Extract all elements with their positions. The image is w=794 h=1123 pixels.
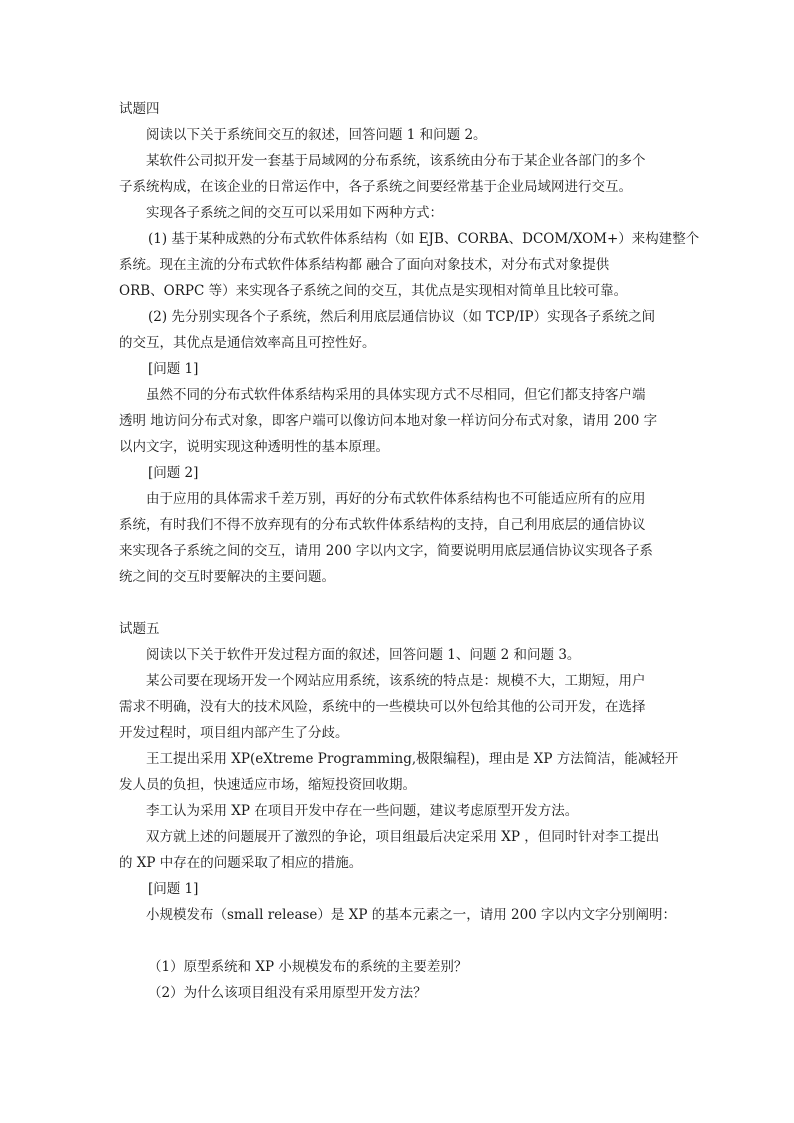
q4-opt2-line2: 的交互，其优点是通信效率高且可控性好。 [119,335,376,351]
q5-question1-label: [问题 1] [148,881,199,897]
q4-para2: 实现各子系统之间的交互可以采用如下两种方式： [146,205,443,221]
q5-para1-line2: 需求不明确，没有大的技术风险，系统中的一些模块可以外包给其他的公司开发，在选择 [119,699,646,715]
q4-question2-line4: 统之间的交互时要解决的主要问题。 [119,569,335,585]
q5-sub-question-1: （1）原型系统和 XP 小规模发布的系统的主要差别？ [148,959,468,975]
q5-para3: 李工认为采用 XP 在项目开发中存在一些问题，建议考虑原型开发方法。 [146,803,579,819]
q4-question1-line3: 以内文字，说明实现这种透明性的基本原理。 [119,439,389,455]
q4-question2-line3: 来实现各子系统之间的交互，请用 200 字以内文字，简要说明用底层通信协议实现各子系 [119,543,653,559]
q4-question2-line2: 系统，有时我们不得不放弃现有的分布式软件体系结构的支持，自己利用底层的通信协议 [119,517,646,533]
q4-question2-label: [问题 2] [148,465,199,481]
q4-opt1-line3: ORB、ORPC 等）来实现各子系统之间的交互，其优点是实现相对简单且比较可靠。 [119,283,628,299]
q4-para1-line1: 某软件公司拟开发一套基于局域网的分布系统，该系统由分布于某企业各部门的多个 [146,153,646,169]
q4-opt1-line2: 系统。现在主流的分布式软件体系结构都 融合了面向对象技术，对分布式对象提供 [119,257,610,273]
q5-para4-line1: 双方就上述的问题展开了激烈的争论，项目组最后决定采用 XP ，但同时针对李工提出 [146,829,660,845]
q4-question1-label: [问题 1] [148,361,199,377]
q5-intro: 阅读以下关于软件开发过程方面的叙述，回答问题 1、问题 2 和问题 3。 [146,647,581,663]
q4-question1-line1: 虽然不同的分布式软件体系结构采用的具体实现方式不尽相同，但它们都支持客户端 [146,387,646,403]
q4-para1-line2: 子系统构成，在该企业的日常运作中，各子系统之间要经常基于企业局域网进行交互。 [119,179,632,195]
q4-question2-line1: 由于应用的具体需求千差万别，再好的分布式软件体系结构也不可能适应所有的应用 [146,491,646,507]
q4-title: 试题四 [119,101,160,117]
q5-para1-line3: 开发过程时，项目组内部产生了分歧。 [119,725,349,741]
q5-para2-line1: 王工提出采用 XP(eXtreme Programming,极限编程)，理由是 XP 方法简洁，能减轻开 [146,751,679,767]
q4-opt1-line1: (1) 基于某种成熟的分布式软件体系结构（如 EJB、CORBA、DCOM/XOM+）来构建整个 [148,231,700,247]
q4-intro: 阅读以下关于系统间交互的叙述，回答问题 1 和问题 2。 [146,127,487,143]
q4-opt2-line1: (2) 先分别实现各个子系统，然后利用底层通信协议（如 TCP/IP）实现各子系统之间 [148,309,656,325]
q5-para2-line2: 发人员的负担，快速适应市场，缩短投资回收期。 [119,777,416,793]
q5-sub-question-2: （2）为什么该项目组没有采用原型开发方法？ [148,985,427,1001]
q5-para1-line1: 某公司要在现场开发一个网站应用系统，该系统的特点是：规模不大，工期短，用户 [146,673,646,689]
q4-question1-line2: 透明 地访问分布式对象，即客户端可以像访问本地对象一样访问分布式对象，请用 200 字 [119,413,658,429]
q5-question1-text: 小规模发布（small release）是 XP 的基本元素之一，请用 200 字以内文字分别阐明： [146,907,677,923]
q5-para4-line2: 的 XP 中存在的问题采取了相应的措施。 [119,855,363,871]
q5-title: 试题五 [119,621,160,637]
